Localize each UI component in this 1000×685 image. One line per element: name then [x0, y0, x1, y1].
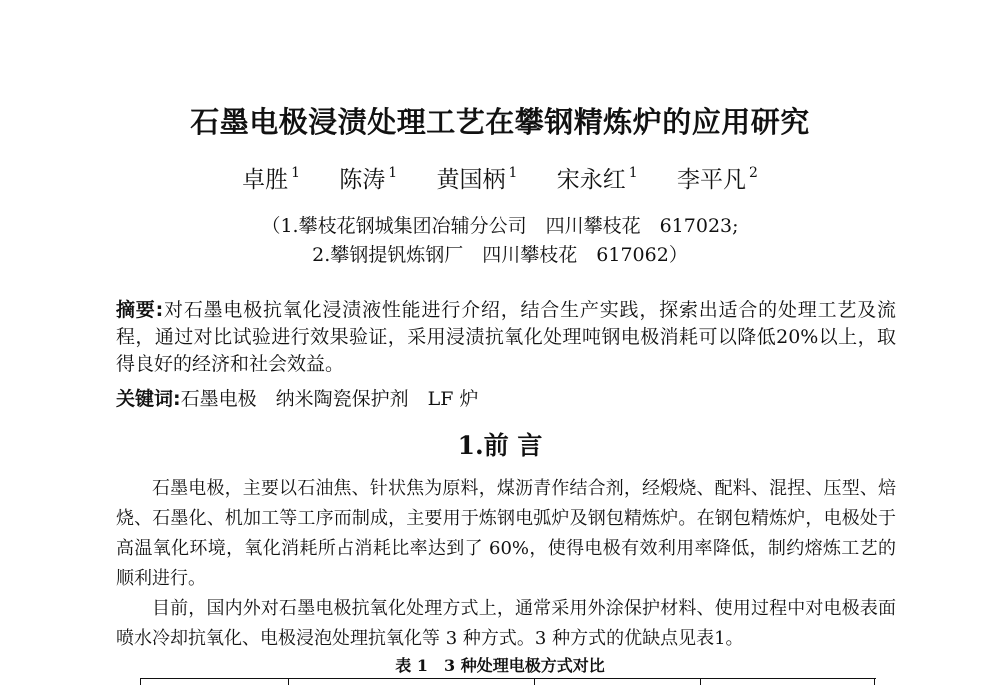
- abstract-label: 摘要:: [116, 299, 164, 321]
- affiliation-line: 2.攀钢提钒炼钢厂 四川攀枝花 617062）: [312, 244, 688, 266]
- table-column-rule: [288, 679, 289, 685]
- body-paragraph: 目前，国内外对石墨电极抗氧化处理方式上，通常采用外涂保护材料、使用过程中对电极表面喷水冷却抗氧化、电极浸泡处理抗氧化等 3 种方式。3 种方式的优缺点见表1。: [116, 598, 896, 649]
- affiliation-line: （1.攀枝花钢城集团冶辅分公司 四川攀枝花 617023;: [261, 215, 739, 237]
- table-column-rule: [874, 679, 875, 685]
- table-column-rule: [700, 679, 701, 685]
- keywords-label: 关键词:: [116, 388, 181, 410]
- author: 李平凡 $^2$: [677, 165, 758, 193]
- table-column-rule: [140, 679, 141, 685]
- author: 卓胜 $^1$: [242, 165, 300, 193]
- abstract-text: 对石墨电极抗氧化浸渍液性能进行介绍，结合生产实践，探索出适合的处理工艺及流程，通过对比试验进行效果验证，采用浸渍抗氧化处理吨钢电极消耗可以降低20%以上，取得良好的经济和社会效益。: [116, 299, 896, 375]
- keywords: [116, 386, 896, 413]
- author: 宋永红 $^1$: [556, 165, 638, 193]
- paper-title: 石墨电极浸渍处理工艺在攀钢精炼炉的应用研究: [190, 105, 810, 139]
- section-heading: 1.前 言: [457, 431, 543, 460]
- table-caption: 表 1 3 种处理电极方式对比: [395, 656, 605, 675]
- keywords-text: 石墨电极 纳米陶瓷保护剂 LF 炉: [180, 388, 479, 410]
- author: 黄国柄 $^1$: [436, 165, 518, 193]
- body-paragraph: 石墨电极，主要以石油焦、针状焦为原料，煤沥青作结合剂，经煅烧、配料、混捏、压型、焙烧、石墨化、机加工等工序而制成，主要用于炼钢电弧炉及钢包精炼炉。在钢包精炼炉，电极处于高温氧化环境，氧化消耗所占消耗比率达到了 60%，使得电极有效利用率降低，制约熔炼工艺的顺利进行。: [116, 478, 896, 589]
- author: 陈涛 $^1$: [339, 165, 398, 193]
- author-list: [0, 161, 1000, 194]
- table-column-rule: [534, 679, 535, 685]
- abstract: [116, 297, 896, 378]
